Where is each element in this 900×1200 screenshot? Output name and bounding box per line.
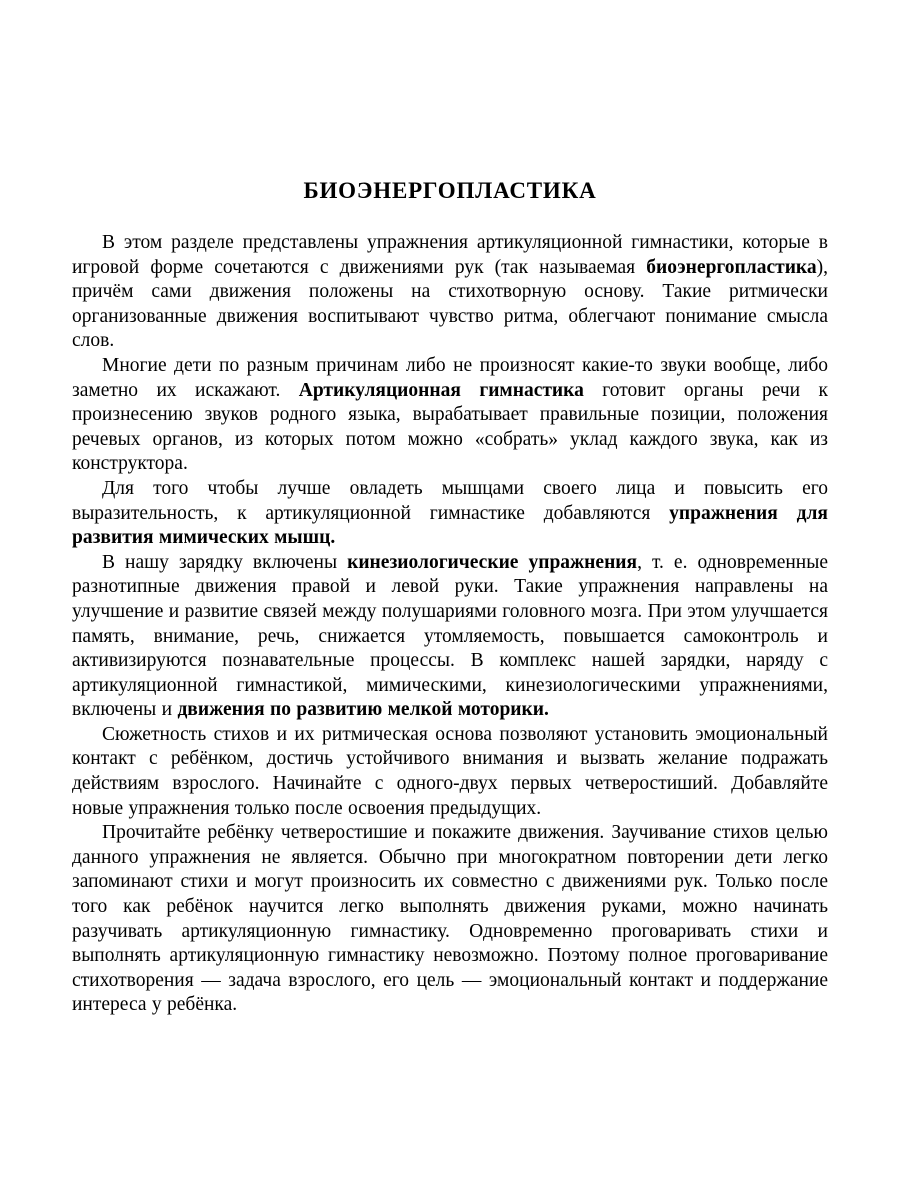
bold-term-articulation-gymnastics: Артикуляционная гимнастика: [298, 379, 584, 401]
text-segment: В этом разделе представлены упражнения артикуляционной гимнастики, которые в игровой форме сочетаются с движениями рук (так называемая: [72, 232, 828, 278]
text-segment: В нашу зарядку включены: [102, 551, 348, 573]
bold-term-fine-motor-skills: движения по развитию мелкой моторики.: [177, 699, 549, 721]
bold-term-kinesiology-exercises: кинезиологические упражнения: [347, 551, 638, 573]
text-segment: Прочитайте ребёнку четверостишие и покажите движения. Заучивание стихов целью данного упражнения не является. Обычно при многократном повторении дети легко запоминают стихи и могут произносить их совместно с движениями рук. Только после того как ребёнок научится легко выполнять движения руками, можно начинать разучивать артикуляционную гимнастику. Одновременно проговаривать стихи и выполнять артикуляционную гимнастику невозможно. Поэтому полное проговаривание стихотворения — задача взрослого, его цель — эмоциональный контакт и поддержание интереса у ребёнка.: [72, 822, 828, 1016]
paragraph-emotional-contact: [72, 723, 828, 821]
text-segment: Для того чтобы лучше овладеть мышцами своего лица и повысить его выразительность, к артикуляционной гимнастике добавляются: [72, 477, 828, 524]
paragraph-intro: [72, 231, 828, 354]
bold-term-bioenergoplastika: биоэнергопластика: [646, 256, 817, 278]
paragraph-mimic-muscles: [72, 477, 828, 551]
paragraph-instructions: [72, 821, 828, 1018]
paragraph-articulation-gymnastics: [72, 354, 828, 477]
page-title: БИОЭНЕРГОПЛАСТИКА: [303, 178, 597, 203]
text-segment: Сюжетность стихов и их ритмическая основа позволяют установить эмоциональный контакт с ребёнком, достичь устойчивого внимания и вызвать желание подражать действиям взрослого. Начинайте с одного-двух первых четверостиший. Добавляйте новые упражнения только после освоения предыдущих.: [72, 723, 828, 819]
bold-term-mimic-exercises: упражнения для развития мимических мышц.: [72, 502, 828, 549]
text-segment: готовит органы речи к произнесению звуков родного языка, вырабатывает правильные позиции, положения речевых органов, из которых потом можно «собрать» уклад каждого звука, как из конструктора.: [72, 379, 828, 475]
paragraph-kinesiology: [72, 551, 828, 723]
text-segment: , т. е. одновременные разнотипные движения правой и левой руки. Такие упражнения направлены на улучшение и развитие связей между полушариями головного мозга. При этом улучшается память, внимание, речь, снижается утомляемость, повышается самоконтроль и активизируются познавательные процессы. В комплекс нашей зарядки, наряду с артикуляционной гимнастикой, мимическими, кинезиологическими упражнениями, включены и: [72, 551, 828, 721]
text-segment: Многие дети по разным причинам либо не произносят какие-то звуки вообще, либо заметно их искажают.: [72, 354, 828, 401]
page-body: [72, 231, 828, 1018]
text-segment: ), причём сами движения положены на стихотворную основу. Такие ритмически организованные движения воспитывают чувство ритма, облегчают понимание смысла слов.: [72, 256, 828, 352]
